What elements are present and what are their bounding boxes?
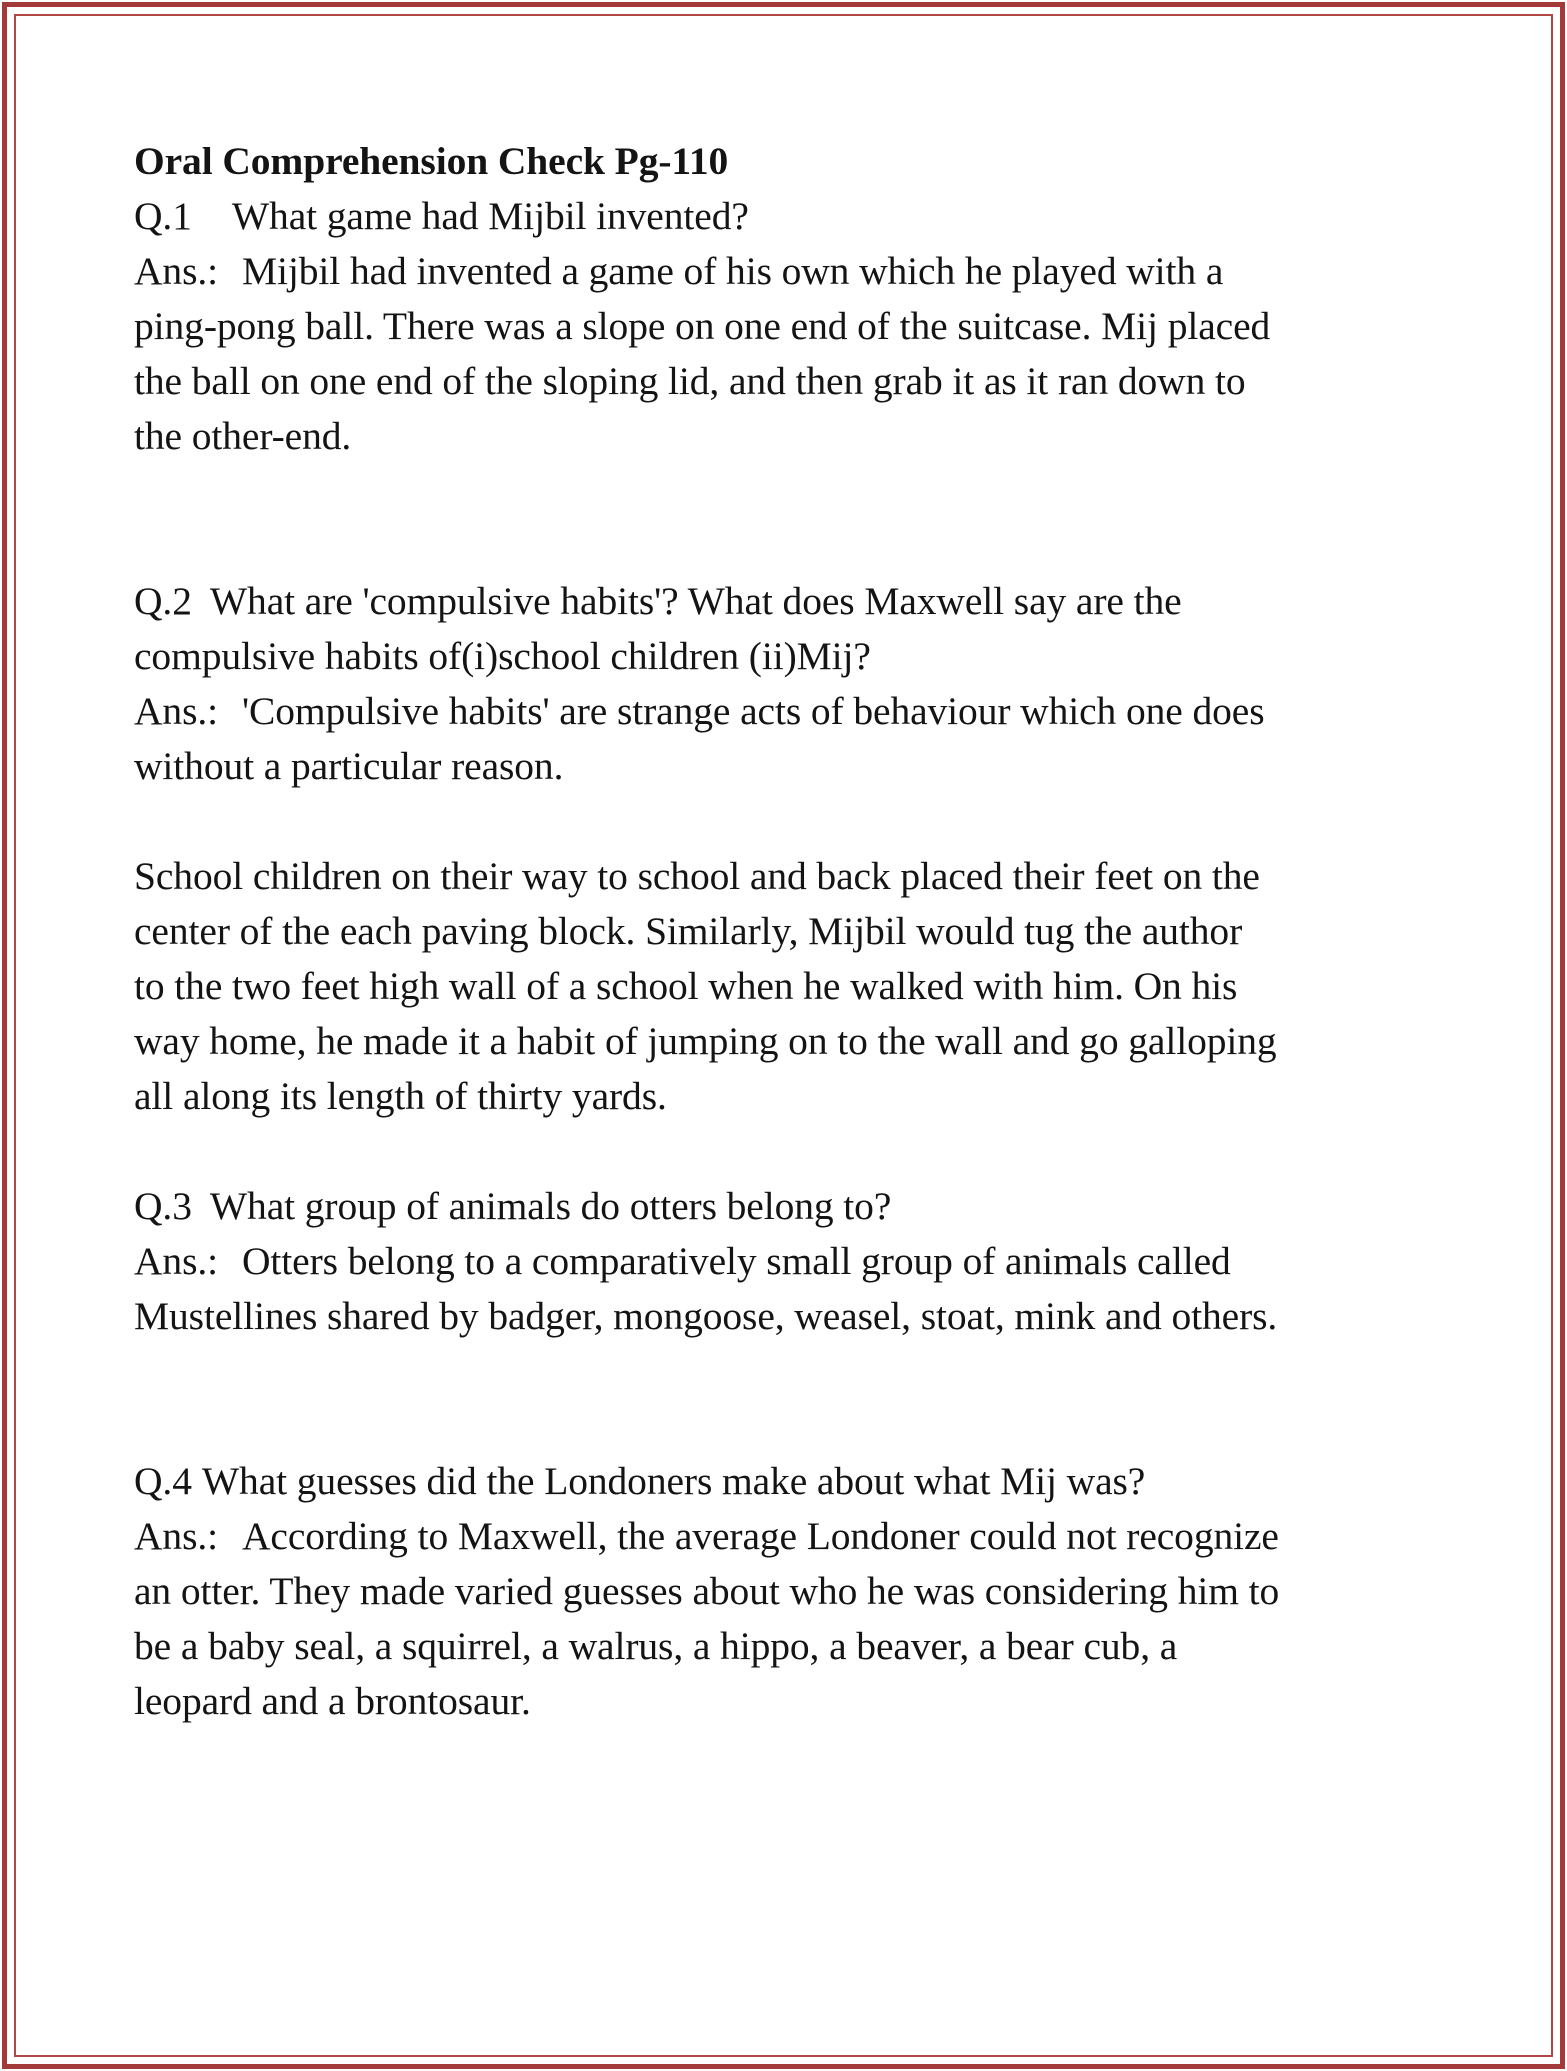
question-4-number: Q.4	[134, 1459, 192, 1503]
answer-1-line-3: the ball on one end of the sloping lid, and then grab it as it ran down to	[134, 359, 1246, 403]
question-2-line-1: Q.2 What are 'compulsive habits'? What does Maxwell say are the	[134, 579, 1182, 623]
answer-2-paragraph-line-5: all along its length of thirty yards.	[134, 1074, 667, 1118]
question-3	[134, 1179, 1464, 1234]
answer-4-label: Ans.:	[134, 1514, 218, 1558]
answer-2-paragraph-line-3: to the two feet high wall of a school when he walked with him. On his	[134, 964, 1238, 1008]
spacer	[134, 1344, 1464, 1454]
question-3-text: What group of animals do otters belong to?	[209, 1184, 892, 1228]
answer-3-line-1: Ans.: Otters belong to a comparatively small group of animals called	[134, 1239, 1231, 1283]
question-4	[134, 1454, 1464, 1509]
question-1	[134, 189, 1464, 244]
question-1-number: Q.1	[134, 194, 192, 238]
answer-2-line-1: Ans.: 'Compulsive habits' are strange acts of behaviour which one does	[134, 689, 1265, 733]
spacer	[134, 464, 1464, 574]
question-block-4	[134, 1454, 1464, 1729]
question-2-number: Q.2	[134, 579, 192, 623]
answer-2-line-2: without a particular reason.	[134, 744, 564, 788]
question-2-line-2: compulsive habits of(i)school children (ii)Mij?	[134, 634, 871, 678]
answer-4-line-3: be a baby seal, a squirrel, a walrus, a hippo, a beaver, a bear cub, a	[134, 1624, 1178, 1668]
document-content	[134, 134, 1464, 1729]
answer-3-line-2: Mustellines shared by badger, mongoose, weasel, stoat, mink and others.	[134, 1294, 1278, 1338]
answer-4-line-2: an otter. They made varied guesses about who he was considering him to	[134, 1569, 1280, 1613]
answer-3-label: Ans.:	[134, 1239, 218, 1283]
answer-2-paragraph-line-2: center of the each paving block. Similarly, Mijbil would tug the author	[134, 909, 1243, 953]
question-4-text: What guesses did the Londoners make about what Mij was?	[201, 1459, 1146, 1503]
answer-1-line-2: ping-pong ball. There was a slope on one end of the suitcase. Mij placed	[134, 304, 1271, 348]
answer-1-line-1: Ans.: Mijbil had invented a game of his own which he played with a	[134, 249, 1224, 293]
spacer	[134, 1124, 1464, 1179]
question-3-number: Q.3	[134, 1184, 192, 1228]
question-block-1	[134, 189, 1464, 464]
answer-1-line-4: the other-end.	[134, 414, 352, 458]
answer-2-label: Ans.:	[134, 689, 218, 733]
answer-4-line-4: leopard and a brontosaur.	[134, 1679, 531, 1723]
spacer	[134, 794, 1464, 849]
answer-1-label: Ans.:	[134, 249, 218, 293]
answer-2-paragraph-line-1: School children on their way to school and back placed their feet on the	[134, 854, 1260, 898]
question-1-text: What game had Mijbil invented?	[231, 194, 749, 238]
page-heading: Oral Comprehension Check Pg-110	[134, 139, 729, 183]
answer-2-paragraph-line-4: way home, he made it a habit of jumping on to the wall and go galloping	[134, 1019, 1277, 1063]
question-block-2	[134, 574, 1464, 1124]
answer-4-line-1: Ans.: According to Maxwell, the average Londoner could not recognize	[134, 1514, 1279, 1558]
question-block-3	[134, 1179, 1464, 1344]
